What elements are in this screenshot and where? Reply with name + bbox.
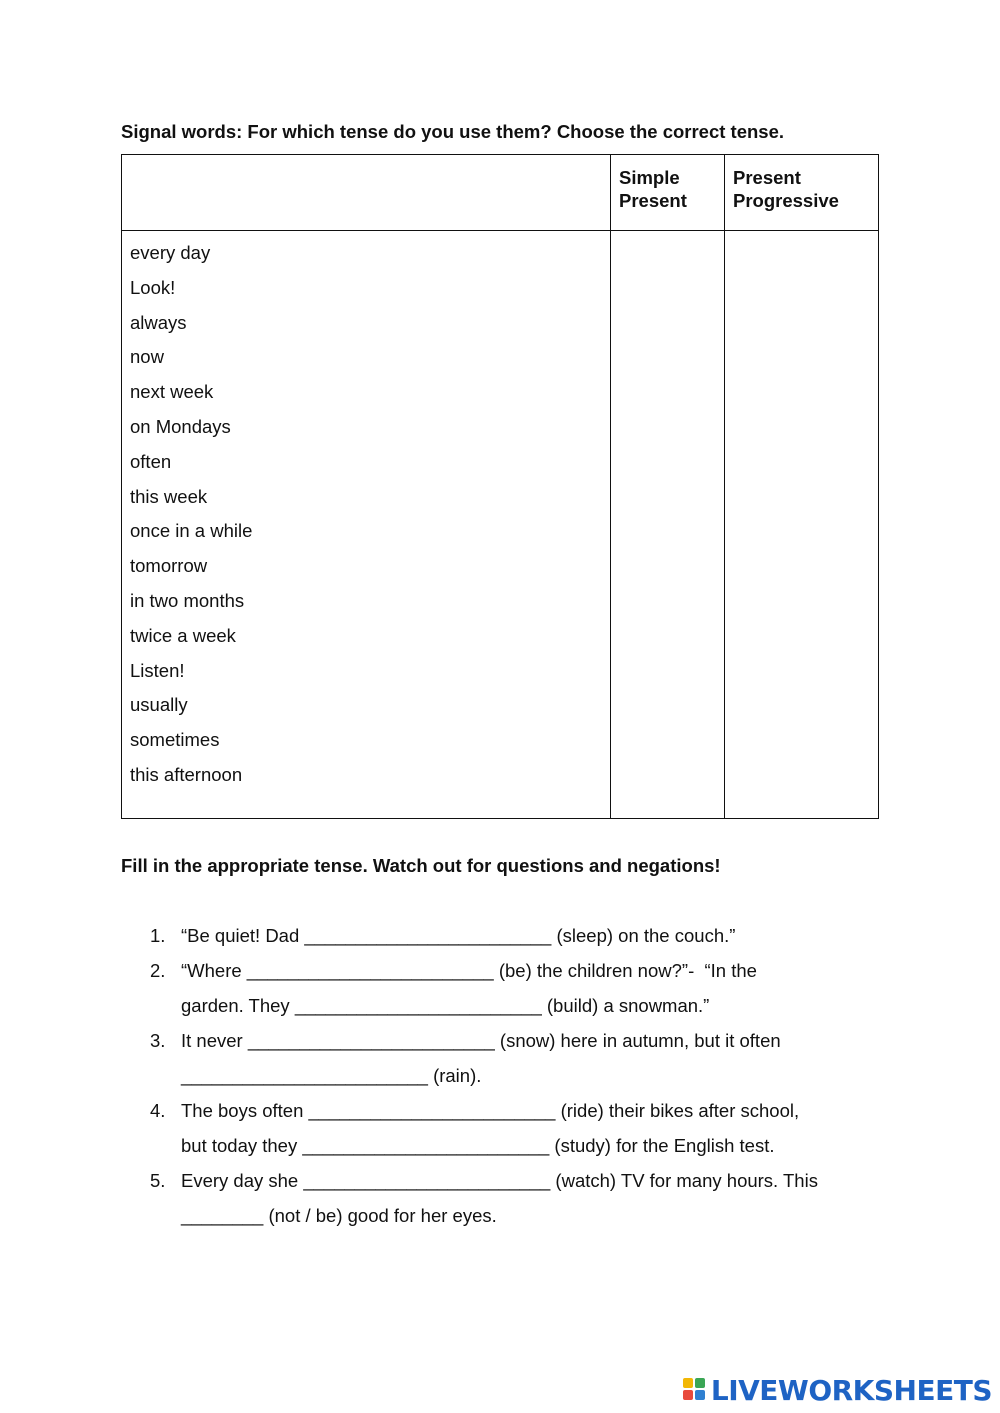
signal-word: next week xyxy=(130,381,214,403)
signal-word: Look! xyxy=(130,276,176,298)
table-body-row xyxy=(122,231,879,819)
signal-word: twice a week xyxy=(130,624,236,646)
header-simple-present: Simple Present xyxy=(611,155,725,231)
exercise-text[interactable]: but today they ________________________ (study) for the English test. xyxy=(181,1135,775,1156)
fill-in-heading: Fill in the appropriate tense. Watch out for questions and negations! xyxy=(121,855,721,876)
signal-word: often xyxy=(130,450,172,472)
exercise-number: 1. xyxy=(150,925,166,946)
present-progressive-answer-cell[interactable] xyxy=(725,231,879,819)
table-header-row xyxy=(122,155,879,231)
exercise-text[interactable]: It never ________________________ (snow) here in autumn, but it often xyxy=(181,1030,781,1051)
signal-word: on Mondays xyxy=(130,415,231,437)
header-present-progressive: Present Progressive xyxy=(725,155,879,231)
exercise-line xyxy=(150,1058,910,1093)
exercise-line xyxy=(150,1163,910,1198)
exercise-text[interactable]: The boys often ________________________ (ride) their bikes after school, xyxy=(181,1100,800,1121)
signal-word: sometimes xyxy=(130,729,220,751)
exercise-number: 4. xyxy=(150,1100,166,1121)
signal-word: this week xyxy=(130,485,208,507)
exercise-text[interactable]: ________ (not / be) good for her eyes. xyxy=(181,1205,497,1226)
signal-word: this afternoon xyxy=(130,763,243,785)
tense-table xyxy=(121,154,879,819)
liveworksheets-logo-icon xyxy=(683,1376,709,1404)
exercise-text[interactable]: “Where ________________________ (be) the children now?”- “In the xyxy=(181,960,757,981)
exercise-line xyxy=(150,988,910,1023)
signal-word: always xyxy=(130,311,187,333)
signal-words-heading: Signal words: For which tense do you use them? Choose the correct tense. xyxy=(121,121,785,142)
signal-word: once in a while xyxy=(130,520,253,542)
header-signal-word xyxy=(122,155,611,231)
exercise-text[interactable]: Every day she ________________________ (watch) TV for many hours. This xyxy=(181,1170,818,1191)
exercise-number: 5. xyxy=(150,1170,166,1191)
signal-word: tomorrow xyxy=(130,555,208,577)
exercise-text[interactable]: garden. They ________________________ (build) a snowman.” xyxy=(181,995,710,1016)
signal-word: every day xyxy=(130,242,211,263)
exercise-text[interactable]: “Be quiet! Dad ________________________ (sleep) on the couch.” xyxy=(181,925,736,946)
signal-word: usually xyxy=(130,694,188,716)
signal-word: now xyxy=(130,346,164,368)
liveworksheets-logo[interactable] xyxy=(683,1374,992,1406)
exercise-line xyxy=(150,1128,910,1163)
exercise-number: 2. xyxy=(150,960,166,981)
exercise-line xyxy=(150,1093,910,1128)
signal-words-list xyxy=(122,231,610,793)
signal-word: in two months xyxy=(130,589,245,611)
simple-present-answer-cell[interactable] xyxy=(611,231,725,819)
logo-text: LIVEWORKSHEETS xyxy=(710,1373,992,1407)
signal-words-cell xyxy=(122,231,611,819)
exercise-line xyxy=(150,953,910,988)
exercise-text[interactable]: ________________________ (rain). xyxy=(181,1065,482,1086)
exercise-line xyxy=(150,918,910,953)
fill-in-exercise xyxy=(150,918,910,1233)
exercise-line xyxy=(150,1198,910,1233)
exercise-line xyxy=(150,1023,910,1058)
exercise-number: 3. xyxy=(150,1030,166,1051)
signal-word: Listen! xyxy=(130,659,185,681)
